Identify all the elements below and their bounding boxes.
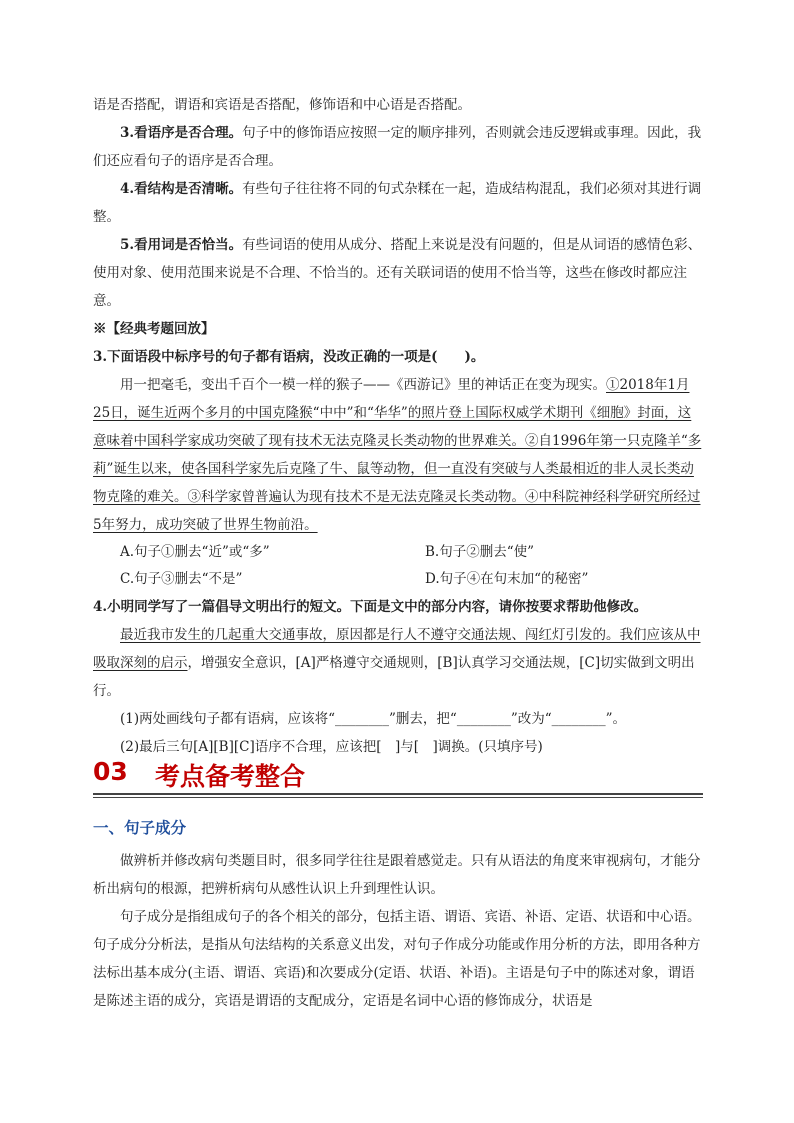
option-d[interactable]: D.句子④在句末加“的秘密” <box>425 571 589 587</box>
body-paragraph-1: 做辨析并修改病句类题目时，很多同学往往是跟着感觉走。只有从语法的角度来审视病句，才能分析出病句的根源，把辨析病句从感性认识上升到理性认识。 <box>93 853 701 897</box>
section-divider <box>93 797 703 798</box>
question-3-options <box>93 539 703 593</box>
q3-sentence-3: ③科学家曾普遍认为现有技术不是无法克隆灵长类动物。 <box>187 489 525 505</box>
option-b[interactable]: B.句子②删去“使” <box>425 544 535 560</box>
section-number: 03 <box>93 757 128 786</box>
subsection-heading: 一、句子成分 <box>93 819 187 837</box>
body-paragraph-2: 句子成分是指组成句子的各个相关的部分，包括主语、谓语、宾语、补语、定语、状语和中心语。句子成分分析法，是指从句法结构的关系意义出发，对句子作成分功能或作用分析的方法，即用各种方法标出基本成分(主语、谓语、宾语)和次要成分(定语、状语、补语)。主语是句子中的陈述对象，谓语是陈述主语的成分，宾语是谓语的支配成分，定语是名词中心语的修饰成分，状语是 <box>93 909 701 1009</box>
question-4-sub-1: (1)两处画线句子都有语病，应该将“________”删去，把“________”改为“________”。 <box>120 711 627 727</box>
q3-sentence-2: ②自1996年第一只克隆羊“多莉”诞生以来，使各国科学家先后克隆了牛、鼠等动物，但一直没有突破与人类最相近的非人灵长类动物克隆的难关。 <box>93 433 702 505</box>
lower-content <box>93 847 703 1015</box>
tip-4-head: 4.看结构是否清晰。 <box>120 181 243 197</box>
question-4-passage <box>93 621 703 705</box>
question-4-stem: 4.小明同学写了一篇倡导文明出行的短文。下面是文中的部分内容，请你按要求帮助他修改。 <box>93 599 648 615</box>
intro-tail: 语是否搭配，谓语和宾语是否搭配，修饰语和中心语是否搭配。 <box>93 97 471 113</box>
section-title: 考点备考整合 <box>155 762 306 791</box>
q4-rest: ，增强安全意识，[A]严格遵守交通规则，[B]认真学习交通法规，[C]切实做到文明出行。 <box>93 655 695 699</box>
q4-underlined-1: 最近我市发生的几起重大交通事故，原因都是行人不遵守交通法规、闯红灯引发的。 <box>120 627 620 643</box>
tip-3 <box>93 119 703 175</box>
section-heading <box>93 757 703 795</box>
tip-4 <box>93 175 703 231</box>
tip-5-head: 5.看用词是否恰当。 <box>120 237 243 253</box>
question-3-passage <box>93 371 703 539</box>
review-label: ※【经典考题回放】 <box>93 321 215 337</box>
q4-underlined-2: 我们应该从中吸取深刻的启示 <box>93 627 701 671</box>
tip-3-head: 3.看语序是否合理。 <box>120 125 243 141</box>
q3-sentence-1: ①2018年1月25日，诞生近两个多月的中国克隆猴“中中”和“华华”的照片登上国际权威学术期刊《细胞》封面，这意味着中国科学家成功突破了现有技术无法克隆灵长类动物的世界难关。 <box>93 377 692 449</box>
question-4-sub-2: (2)最后三句[A][B][C]语序不合理，应该把[ ]与[ ]调换。(只填序号) <box>120 739 543 755</box>
option-c[interactable]: C.句子③删去“不是” <box>120 571 243 587</box>
option-a[interactable]: A.句子①删去“近”或“多” <box>120 544 270 560</box>
question-3-stem: 3.下面语段中标序号的句子都有语病，没改正确的一项是( )。 <box>93 349 485 365</box>
tip-5-body: 有些词语的使用从成分、搭配上来说是没有问题的，但是从词语的感情色彩、使用对象、使用范围来说是不合理、不恰当的。还有关联词语的使用不恰当等，这些在修改时都应注意。 <box>93 237 702 309</box>
tip-3-body: 句子中的修饰语应按照一定的顺序排列，否则就会违反逻辑或事理。因此，我们还应看句子的语序是否合理。 <box>93 125 702 169</box>
tip-5 <box>93 231 703 315</box>
upper-content <box>93 91 703 761</box>
tip-4-body: 有些句子往往将不同的句式杂糅在一起，造成结构混乱，我们必须对其进行调整。 <box>93 181 702 225</box>
q3-sentence-4: ④中科院神经科学研究所经过5年努力，成功突破了世界生物前沿。 <box>93 489 701 533</box>
q3-lead: 用一把毫毛，变出千百个一模一样的猴子——《西游记》里的神话正在变为现实。 <box>120 377 606 393</box>
